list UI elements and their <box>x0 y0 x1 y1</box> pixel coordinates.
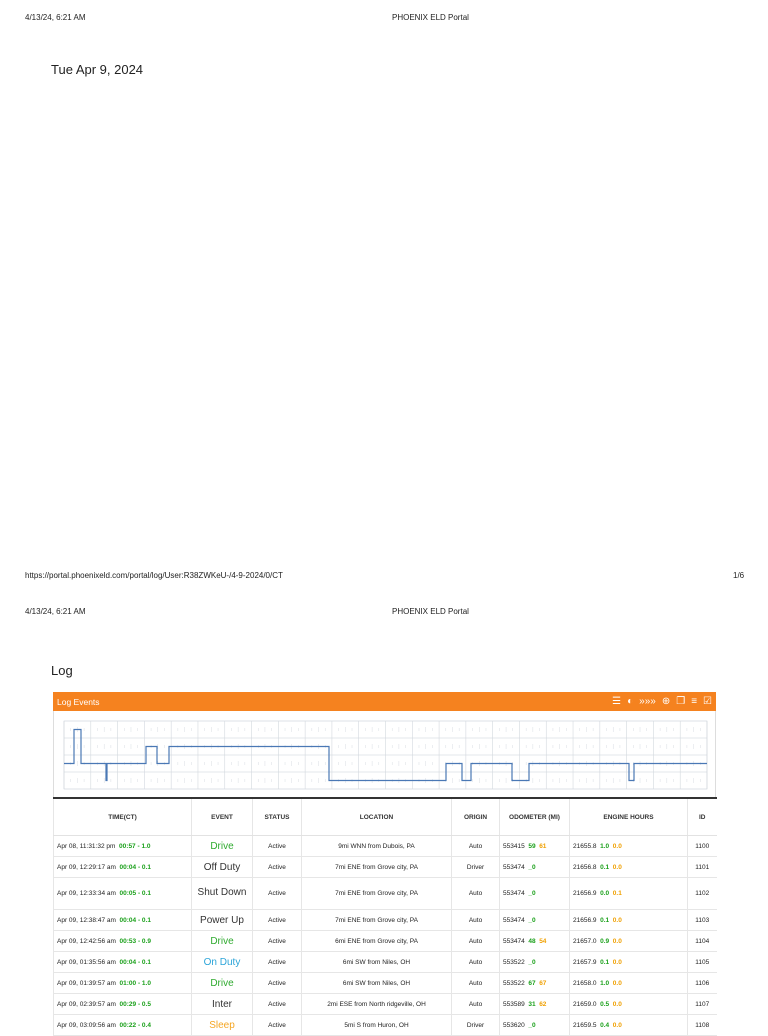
cell-time <box>54 952 192 973</box>
engine-hours-delta-b: 0.0 <box>612 979 622 987</box>
odometer-value: 553474 <box>503 863 525 871</box>
copy-icon[interactable]: ❐ <box>676 695 686 707</box>
cell-location: 6mi SW from Niles, OH <box>302 973 452 994</box>
col-id[interactable]: ID <box>688 798 717 836</box>
cell-event: Shut Down <box>192 878 253 910</box>
log-section-title: Log <box>51 663 73 678</box>
cell-event: Inter <box>192 994 253 1015</box>
table-row[interactable] <box>54 910 717 931</box>
odometer-delta-a: 59 <box>528 842 536 850</box>
cell-status: Active <box>253 994 302 1015</box>
table-row[interactable] <box>54 931 717 952</box>
panel-toolbar <box>612 697 712 707</box>
duty-status-graph <box>53 711 716 797</box>
checklist-icon[interactable]: ☑ <box>703 695 712 707</box>
odometer-delta-a: _0 <box>528 890 536 897</box>
odometer-value: 553415 <box>503 842 525 850</box>
engine-hours-value: 21659.5 <box>573 1021 597 1029</box>
engine-hours-value: 21656.9 <box>573 890 597 897</box>
cell-origin: Driver <box>452 857 500 878</box>
engine-hours-value: 21657.0 <box>573 937 597 945</box>
time-value: Apr 09, 02:39:57 am <box>57 1000 116 1008</box>
cell-engine-hours <box>570 1015 688 1036</box>
table-row[interactable] <box>54 857 717 878</box>
cell-engine-hours <box>570 857 688 878</box>
odometer-delta-b: 67 <box>539 979 547 987</box>
engine-hours-value: 21659.0 <box>573 1000 597 1008</box>
cell-origin: Auto <box>452 952 500 973</box>
cell-location: 7mi ENE from Grove city, PA <box>302 857 452 878</box>
engine-hours-delta-a: 1.0 <box>600 979 610 987</box>
cell-event: Off Duty <box>192 857 253 878</box>
odometer-value: 553522 <box>503 958 525 966</box>
engine-hours-value: 21656.9 <box>573 916 597 924</box>
date-heading: Tue Apr 9, 2024 <box>51 62 144 77</box>
engine-hours-delta-a: 0.9 <box>600 937 610 945</box>
cell-status: Active <box>253 931 302 952</box>
time-value: Apr 09, 12:29:17 am <box>57 863 116 871</box>
cell-time <box>54 878 192 910</box>
cell-engine-hours <box>570 973 688 994</box>
cell-origin: Auto <box>452 910 500 931</box>
cell-odometer <box>500 1015 570 1036</box>
list-icon[interactable]: ≡ <box>691 695 698 707</box>
time-value: Apr 09, 12:42:56 am <box>57 937 116 945</box>
duration-value: 00:04 - 0.1 <box>119 916 151 924</box>
engine-hours-delta-a: 0.0 <box>600 890 610 897</box>
cell-event: Drive <box>192 973 253 994</box>
duty-graph-svg <box>54 711 717 797</box>
time-value: Apr 09, 01:39:57 am <box>57 979 116 987</box>
time-value: Apr 08, 11:31:32 pm <box>57 842 116 850</box>
table-row[interactable] <box>54 878 717 910</box>
duration-value: 00:22 - 0.4 <box>119 1021 151 1029</box>
footer-page-number: 1/6 <box>733 571 745 580</box>
cell-origin: Auto <box>452 931 500 952</box>
cell-id: 1101 <box>688 857 717 878</box>
cell-status: Active <box>253 973 302 994</box>
cell-engine-hours <box>570 836 688 857</box>
table-header-row <box>54 798 717 836</box>
cell-odometer <box>500 973 570 994</box>
odometer-delta-a: _0 <box>528 958 536 966</box>
odometer-delta-a: _0 <box>528 863 536 871</box>
cell-origin: Auto <box>452 973 500 994</box>
time-value: Apr 09, 03:09:56 am <box>57 1021 116 1029</box>
engine-hours-delta-b: 0.0 <box>612 1000 622 1008</box>
cell-odometer <box>500 857 570 878</box>
cell-id: 1108 <box>688 1015 717 1036</box>
table-row[interactable] <box>54 1015 717 1036</box>
engine-hours-delta-a: 1.0 <box>600 842 610 850</box>
cell-status: Active <box>253 910 302 931</box>
cell-id: 1103 <box>688 910 717 931</box>
odometer-delta-a: 48 <box>528 937 536 945</box>
cell-id: 1104 <box>688 931 717 952</box>
cell-status: Active <box>253 952 302 973</box>
cell-event: Drive <box>192 836 253 857</box>
cell-event: On Duty <box>192 952 253 973</box>
time-value: Apr 09, 12:38:47 am <box>57 916 116 924</box>
print-title: PHOENIX ELD Portal <box>392 13 469 22</box>
odometer-delta-a: _0 <box>528 1021 536 1029</box>
engine-hours-delta-a: 0.5 <box>600 1000 610 1008</box>
engine-hours-delta-b: 0.1 <box>612 890 622 897</box>
log-events-title: Log Events <box>57 696 100 707</box>
col-event[interactable]: EVENT <box>192 798 253 836</box>
cell-odometer <box>500 952 570 973</box>
table-row[interactable] <box>54 836 717 857</box>
cell-origin: Auto <box>452 994 500 1015</box>
engine-hours-delta-a: 0.1 <box>600 958 610 966</box>
cell-origin: Driver <box>452 1015 500 1036</box>
contrast-icon[interactable]: ◐ <box>627 695 634 707</box>
cell-time <box>54 1015 192 1036</box>
engine-hours-delta-b: 0.0 <box>612 958 622 966</box>
cell-id: 1105 <box>688 952 717 973</box>
cell-time <box>54 910 192 931</box>
engine-hours-delta-b: 0.0 <box>612 842 622 850</box>
engine-hours-delta-b: 0.0 <box>612 916 622 924</box>
cell-engine-hours <box>570 931 688 952</box>
odometer-value: 553474 <box>503 937 525 945</box>
odometer-value: 553522 <box>503 979 525 987</box>
cell-id: 1100 <box>688 836 717 857</box>
cell-time <box>54 973 192 994</box>
col-location[interactable]: LOCATION <box>302 798 452 836</box>
engine-hours-delta-b: 0.0 <box>612 937 622 945</box>
col-odometer[interactable]: ODOMETER (MI) <box>500 798 570 836</box>
cell-time <box>54 931 192 952</box>
log-events-header <box>53 692 716 711</box>
odometer-delta-a: 31 <box>528 1000 536 1008</box>
odometer-delta-a: 67 <box>528 979 536 987</box>
cell-location: 2mi ESE from North ridgeville, OH <box>302 994 452 1015</box>
engine-hours-value: 21656.8 <box>573 863 597 871</box>
print-datetime: 4/13/24, 6:21 AM <box>25 13 86 22</box>
cell-location: 9mi WNN from Dubois, PA <box>302 836 452 857</box>
cell-engine-hours <box>570 878 688 910</box>
engine-hours-delta-a: 0.1 <box>600 863 610 871</box>
print-title-2: PHOENIX ELD Portal <box>392 607 469 616</box>
cell-engine-hours <box>570 952 688 973</box>
cell-location: 7mi ENE from Grove city, PA <box>302 910 452 931</box>
menu-icon[interactable]: ☰ <box>612 695 622 707</box>
fast-forward-icon[interactable]: »»» <box>639 695 656 707</box>
cell-odometer <box>500 878 570 910</box>
odometer-delta-b: 54 <box>539 937 547 945</box>
cell-time <box>54 857 192 878</box>
odometer-delta-b: 61 <box>539 842 547 850</box>
engine-hours-delta-b: 0.0 <box>612 863 622 871</box>
cell-status: Active <box>253 1015 302 1036</box>
cell-time <box>54 994 192 1015</box>
add-icon[interactable]: ⊕ <box>661 695 671 707</box>
duration-value: 00:57 - 1.0 <box>119 842 151 850</box>
table-row[interactable] <box>54 952 717 973</box>
cell-engine-hours <box>570 994 688 1015</box>
duration-value: 00:53 - 0.9 <box>119 937 151 945</box>
cell-location: 7mi ENE from Grove city, PA <box>302 878 452 910</box>
cell-status: Active <box>253 857 302 878</box>
col-engine-hours[interactable]: ENGINE HOURS <box>570 798 688 836</box>
cell-odometer <box>500 836 570 857</box>
table-row[interactable] <box>54 973 717 994</box>
cell-odometer <box>500 931 570 952</box>
time-value: Apr 09, 01:35:56 am <box>57 958 116 966</box>
engine-hours-delta-a: 0.1 <box>600 916 610 924</box>
cell-event: Drive <box>192 931 253 952</box>
col-time[interactable]: TIME(CT) <box>54 798 192 836</box>
duration-value: 00:04 - 0.1 <box>119 958 151 966</box>
odometer-value: 553589 <box>503 1000 525 1008</box>
odometer-value: 553474 <box>503 890 525 897</box>
cell-event: Sleep <box>192 1015 253 1036</box>
cell-time <box>54 836 192 857</box>
print-datetime-2: 4/13/24, 6:21 AM <box>25 607 86 616</box>
cell-origin: Auto <box>452 836 500 857</box>
cell-location: 5mi S from Huron, OH <box>302 1015 452 1036</box>
cell-location: 6mi ENE from Grove city, PA <box>302 931 452 952</box>
cell-odometer <box>500 994 570 1015</box>
col-origin[interactable]: ORIGIN <box>452 798 500 836</box>
duration-value: 00:05 - 0.1 <box>119 890 151 897</box>
odometer-value: 553474 <box>503 916 525 924</box>
time-value: Apr 09, 12:33:34 am <box>57 890 116 897</box>
cell-id: 1106 <box>688 973 717 994</box>
cell-event: Power Up <box>192 910 253 931</box>
cell-odometer <box>500 910 570 931</box>
cell-id: 1102 <box>688 878 717 910</box>
duration-value: 00:29 - 0.5 <box>119 1000 151 1008</box>
table-row[interactable] <box>54 994 717 1015</box>
duration-value: 01:00 - 1.0 <box>119 979 151 987</box>
odometer-delta-b: 62 <box>539 1000 547 1008</box>
cell-engine-hours <box>570 910 688 931</box>
odometer-value: 553620 <box>503 1021 525 1029</box>
duration-value: 00:04 - 0.1 <box>119 863 151 871</box>
log-events-table <box>53 797 717 1036</box>
engine-hours-value: 21658.0 <box>573 979 597 987</box>
cell-origin: Auto <box>452 878 500 910</box>
cell-status: Active <box>253 836 302 857</box>
cell-location: 6mi SW from Niles, OH <box>302 952 452 973</box>
engine-hours-value: 21657.9 <box>573 958 597 966</box>
engine-hours-value: 21655.8 <box>573 842 597 850</box>
log-events-panel <box>53 692 716 1032</box>
engine-hours-delta-a: 0.4 <box>600 1021 610 1029</box>
odometer-delta-a: _0 <box>528 916 536 924</box>
cell-id: 1107 <box>688 994 717 1015</box>
cell-status: Active <box>253 878 302 910</box>
engine-hours-delta-b: 0.0 <box>612 1021 622 1029</box>
footer-url[interactable]: https://portal.phoenixeld.com/portal/log/User:R38ZWKeU-/4-9-2024/0/CT <box>25 571 283 580</box>
col-status[interactable]: STATUS <box>253 798 302 836</box>
